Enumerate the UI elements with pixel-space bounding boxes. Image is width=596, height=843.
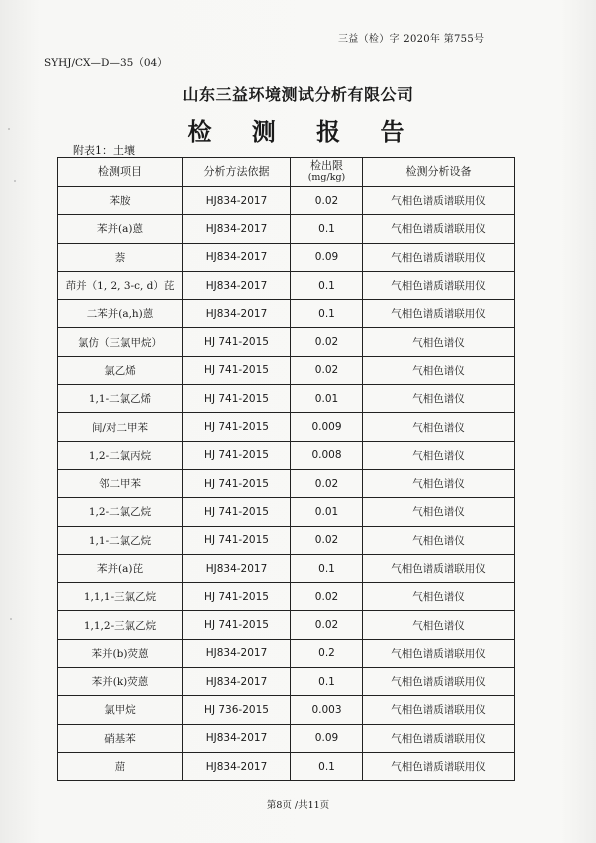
table-row — [58, 498, 515, 526]
cell-limit: 0.009 — [291, 413, 363, 441]
cell-equipment: 气相色谱质谱联用仪 — [363, 300, 515, 328]
cell-limit: 0.2 — [291, 639, 363, 667]
table-row — [58, 554, 515, 582]
cell-item: 茚并（1, 2, 3-c, d）芘 — [58, 271, 183, 299]
cell-limit: 0.008 — [291, 441, 363, 469]
cell-method: HJ834-2017 — [183, 243, 291, 271]
cell-item: 硝基苯 — [58, 724, 183, 752]
table-row — [58, 611, 515, 639]
table-row — [58, 526, 515, 554]
cell-item: 1,1,2-三氯乙烷 — [58, 611, 183, 639]
cell-method: HJ 736-2015 — [183, 696, 291, 724]
cell-method: HJ 741-2015 — [183, 413, 291, 441]
cell-method: HJ 741-2015 — [183, 583, 291, 611]
cell-equipment: 气相色谱质谱联用仪 — [363, 752, 515, 780]
table-row — [58, 752, 515, 780]
cell-equipment: 气相色谱质谱联用仪 — [363, 271, 515, 299]
cell-limit: 0.02 — [291, 356, 363, 384]
cell-item: 1,2-二氯乙烷 — [58, 498, 183, 526]
cell-equipment: 气相色谱质谱联用仪 — [363, 215, 515, 243]
cell-limit: 0.1 — [291, 554, 363, 582]
cell-method: HJ 741-2015 — [183, 385, 291, 413]
cell-item: 䓛 — [58, 752, 183, 780]
cell-equipment: 气相色谱仪 — [363, 469, 515, 497]
cell-equipment: 气相色谱质谱联用仪 — [363, 724, 515, 752]
appendix-label: 附表1：土壤 — [73, 144, 135, 157]
cell-item: 萘 — [58, 243, 183, 271]
cell-method: HJ834-2017 — [183, 271, 291, 299]
report-reference-number: 三益（检）字 2020年 第755号 — [338, 34, 485, 45]
cell-limit: 0.1 — [291, 215, 363, 243]
table-row — [58, 724, 515, 752]
cell-limit: 0.1 — [291, 271, 363, 299]
table-row — [58, 215, 515, 243]
cell-equipment: 气相色谱仪 — [363, 385, 515, 413]
table-row — [58, 696, 515, 724]
cell-equipment: 气相色谱仪 — [363, 356, 515, 384]
cell-method: HJ 741-2015 — [183, 611, 291, 639]
cell-limit: 0.02 — [291, 611, 363, 639]
cell-item: 氯乙烯 — [58, 356, 183, 384]
scan-speck — [10, 618, 12, 620]
cell-method: HJ834-2017 — [183, 300, 291, 328]
cell-equipment: 气相色谱仪 — [363, 611, 515, 639]
table-row — [58, 441, 515, 469]
cell-item: 苯并(a)蒽 — [58, 215, 183, 243]
cell-method: HJ 741-2015 — [183, 526, 291, 554]
table-row — [58, 639, 515, 667]
table-row — [58, 271, 515, 299]
header-limit-line2: (mg/kg) — [307, 172, 346, 183]
header-item: 检测项目 — [58, 158, 183, 187]
cell-item: 1,1-二氯乙烯 — [58, 385, 183, 413]
cell-method: HJ834-2017 — [183, 554, 291, 582]
cell-method: HJ834-2017 — [183, 724, 291, 752]
cell-limit: 0.01 — [291, 385, 363, 413]
page-footer: 第8页 /共11页 — [266, 800, 330, 811]
table-row — [58, 668, 515, 696]
cell-limit: 0.02 — [291, 469, 363, 497]
cell-equipment: 气相色谱仪 — [363, 526, 515, 554]
cell-limit: 0.003 — [291, 696, 363, 724]
cell-item: 1,1-二氯乙烷 — [58, 526, 183, 554]
cell-limit: 0.09 — [291, 724, 363, 752]
cell-limit: 0.02 — [291, 583, 363, 611]
company-name: 山东三益环境测试分析有限公司 — [182, 85, 414, 104]
table-row — [58, 413, 515, 441]
cell-method: HJ 741-2015 — [183, 469, 291, 497]
cell-limit: 0.1 — [291, 300, 363, 328]
header-equipment: 检测分析设备 — [363, 158, 515, 187]
table-row — [58, 328, 515, 356]
cell-method: HJ834-2017 — [183, 668, 291, 696]
form-code: SYHJ/CX—D—35（04） — [44, 57, 168, 69]
table-row — [58, 385, 515, 413]
cell-method: HJ834-2017 — [183, 752, 291, 780]
table-row — [58, 300, 515, 328]
cell-item: 氯甲烷 — [58, 696, 183, 724]
scan-speck — [8, 128, 10, 130]
cell-equipment: 气相色谱质谱联用仪 — [363, 243, 515, 271]
cell-method: HJ834-2017 — [183, 187, 291, 215]
table-row — [58, 243, 515, 271]
cell-item: 氯仿（三氯甲烷） — [58, 328, 183, 356]
cell-equipment: 气相色谱仪 — [363, 413, 515, 441]
cell-item: 1,2-二氯丙烷 — [58, 441, 183, 469]
cell-equipment: 气相色谱仪 — [363, 328, 515, 356]
cell-item: 苯并(k)荧蒽 — [58, 668, 183, 696]
cell-item: 1,1,1-三氯乙烷 — [58, 583, 183, 611]
table-row — [58, 583, 515, 611]
cell-item: 苯并(b)荧蒽 — [58, 639, 183, 667]
cell-equipment: 气相色谱质谱联用仪 — [363, 668, 515, 696]
cell-equipment: 气相色谱仪 — [363, 441, 515, 469]
header-limit-line1: 检出限 — [310, 159, 343, 172]
cell-method: HJ 741-2015 — [183, 328, 291, 356]
cell-item: 苯并(a)芘 — [58, 554, 183, 582]
cell-limit: 0.02 — [291, 328, 363, 356]
cell-method: HJ 741-2015 — [183, 441, 291, 469]
cell-limit: 0.01 — [291, 498, 363, 526]
table-row — [58, 469, 515, 497]
scan-speck — [14, 180, 16, 182]
detection-table — [57, 157, 515, 781]
cell-method: HJ 741-2015 — [183, 356, 291, 384]
cell-limit: 0.1 — [291, 668, 363, 696]
cell-method: HJ834-2017 — [183, 639, 291, 667]
cell-item: 二苯并(a,h)蒽 — [58, 300, 183, 328]
cell-equipment: 气相色谱仪 — [363, 498, 515, 526]
cell-equipment: 气相色谱仪 — [363, 583, 515, 611]
table-row — [58, 187, 515, 215]
cell-limit: 0.02 — [291, 526, 363, 554]
cell-item: 邻二甲苯 — [58, 469, 183, 497]
cell-method: HJ834-2017 — [183, 215, 291, 243]
cell-method: HJ 741-2015 — [183, 498, 291, 526]
cell-equipment: 气相色谱质谱联用仪 — [363, 639, 515, 667]
cell-item: 间/对二甲苯 — [58, 413, 183, 441]
header-method: 分析方法依据 — [183, 158, 291, 187]
cell-item: 苯胺 — [58, 187, 183, 215]
cell-limit: 0.1 — [291, 752, 363, 780]
header-limit — [291, 158, 363, 187]
table-header-row — [58, 158, 515, 187]
report-title: 检 测 报 告 — [187, 117, 421, 146]
cell-equipment: 气相色谱质谱联用仪 — [363, 696, 515, 724]
table-row — [58, 356, 515, 384]
cell-equipment: 气相色谱质谱联用仪 — [363, 554, 515, 582]
cell-limit: 0.02 — [291, 187, 363, 215]
cell-equipment: 气相色谱质谱联用仪 — [363, 187, 515, 215]
cell-limit: 0.09 — [291, 243, 363, 271]
